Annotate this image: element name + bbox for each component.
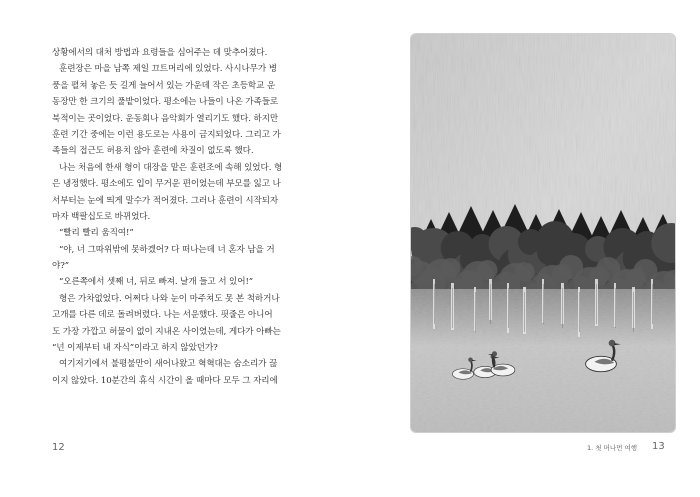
page-number-left: 12 xyxy=(52,442,65,453)
text-line: 고개를 다른 데로 돌려버렸다. 나는 서운했다. 핏줄은 아니어 xyxy=(52,310,273,321)
text-line: 도 가장 가깝고 허물이 없이 지내온 사이였는데, 게다가 아빠는 xyxy=(52,326,281,337)
body-text xyxy=(52,45,292,389)
text-line: “넌 이제부터 내 자식”이라고 하지 않았던가? xyxy=(52,343,218,354)
text-line: 상황에서의 대처 방법과 요령들을 심어주는 데 맞추어졌다. xyxy=(52,48,268,58)
text-line: 족들의 접근도 허용치 않아 훈련에 차질이 없도록 했다. xyxy=(52,146,254,157)
text-line: 나는 처음에 한새 형이 대장을 맡은 훈련조에 속해 있었다. 형 xyxy=(59,162,283,173)
text-line: 북적이는 곳이었다. 운동회나 음악회가 열리기도 했다. 하지만 xyxy=(52,113,279,124)
text-line: 서부터는 눈에 띄게 말수가 적어졌다. 그러나 훈련이 시작되자 xyxy=(52,195,279,206)
text-line: 풍을 펼쳐 놓은 듯 길게 늘어서 있는 가운데 작은 초등학교 운 xyxy=(52,80,276,91)
right-page xyxy=(350,0,700,497)
text-line: 훈련장은 마을 남쪽 제일 끄트머리에 있었다. 사시나무가 병 xyxy=(59,64,277,75)
forest-geese-illustration xyxy=(410,33,676,433)
page-number-right: 13 xyxy=(652,441,665,452)
text-line: 형은 가차없었다. 어쩌다 나와 눈이 마주쳐도 못 본 척하거나 xyxy=(59,293,280,304)
text-line: 동장만 한 크기의 풀밭이었다. 평소에는 나들이 나온 가족들로 xyxy=(52,97,279,108)
text-line: 훈련 기간 중에는 이런 용도로는 사용이 금지되었다. 그리고 가 xyxy=(52,129,281,140)
text-line: 여기저기에서 불평불만이 새어나왔고 혁혁대는 숨소리가 끊 xyxy=(59,359,278,370)
text-line: 이지 않았다. 10분간의 휴식 시간이 올 때마다 모두 그 자리에 xyxy=(52,375,278,386)
running-head: 1. 첫 머나먼 여행 xyxy=(587,444,638,452)
text-line: “야, 너 그따위밖에 못하겠어? 다 떠나는데 너 혼자 남을 거 xyxy=(59,244,275,255)
text-line: “빨리 빨리 움직여!” xyxy=(59,228,134,239)
text-line: 은 냉정했다. 평소에도 입이 무거운 편이었는데 부모를 잃고 나 xyxy=(52,179,281,190)
text-line: 야?” xyxy=(52,261,70,272)
text-line: 마자 백팔십도로 바뀌었다. xyxy=(52,211,151,222)
text-line: “오른쪽에서 셋째 너, 뒤로 빠져. 날개 들고 서 있어!” xyxy=(59,277,254,288)
